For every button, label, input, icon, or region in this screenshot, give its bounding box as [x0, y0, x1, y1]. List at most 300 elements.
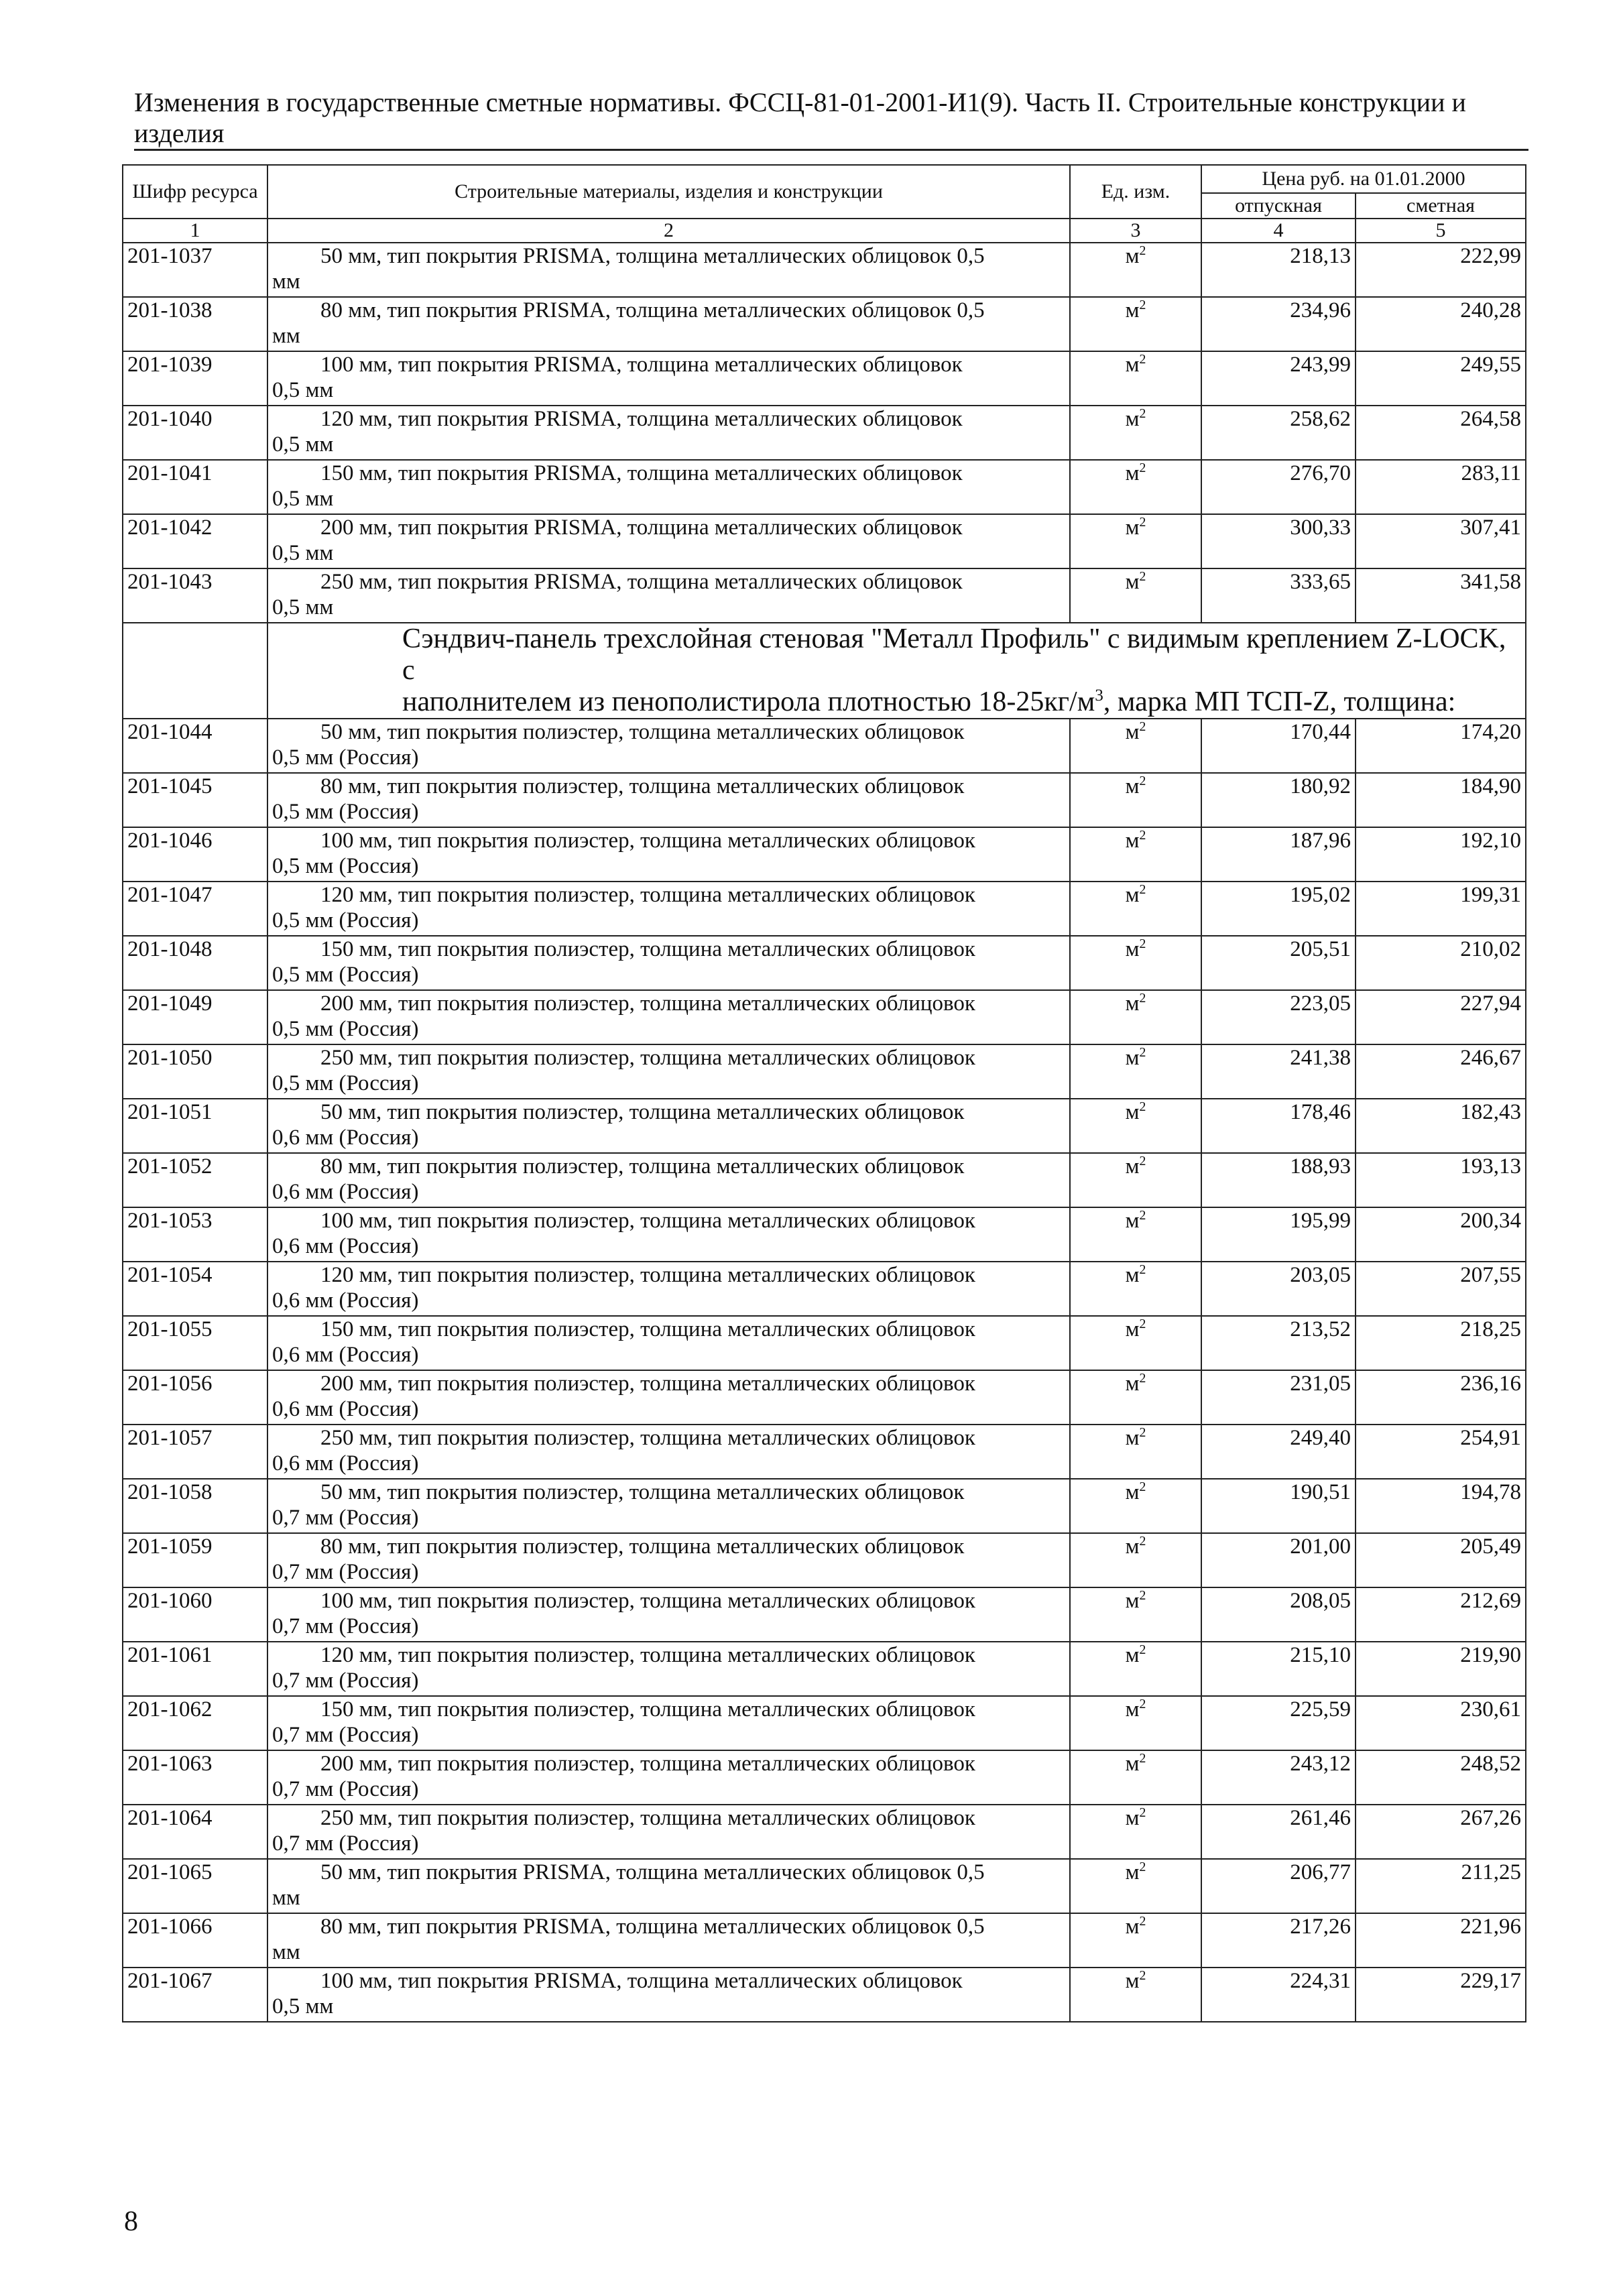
- release-price: 243,12: [1201, 1750, 1356, 1805]
- table-row: [123, 460, 1526, 514]
- material-name-line2: 0,5 мм (Россия): [272, 1071, 419, 1095]
- estimate-price: 248,52: [1356, 1750, 1526, 1805]
- unit-base: м: [1125, 774, 1140, 798]
- material-name-line1: 250 мм, тип покрытия полиэстер, толщина металлических облицовок: [320, 1046, 975, 1070]
- unit-sup: 2: [1139, 1751, 1146, 1766]
- material-name: [267, 773, 1070, 827]
- unit-base: м: [1125, 1643, 1140, 1667]
- unit-sup: 2: [1139, 515, 1146, 530]
- material-name-line1: 150 мм, тип покрытия полиэстер, толщина металлических облицовок: [320, 937, 975, 961]
- material-name-line1: 50 мм, тип покрытия PRISMA, толщина металлических облицовок 0,5: [320, 1860, 985, 1884]
- material-name: [267, 1044, 1070, 1099]
- estimate-price: 205,49: [1356, 1533, 1526, 1587]
- unit-sup: 2: [1139, 1317, 1146, 1331]
- resource-code: 201-1066: [123, 1913, 267, 1968]
- material-name-line1: 100 мм, тип покрытия полиэстер, толщина металлических облицовок: [320, 1209, 975, 1233]
- material-name: [267, 1642, 1070, 1696]
- unit-base: м: [1125, 829, 1140, 853]
- resource-code: 201-1065: [123, 1859, 267, 1913]
- unit-base: м: [1125, 1154, 1140, 1179]
- release-price: 180,92: [1201, 773, 1356, 827]
- resource-code: 201-1048: [123, 936, 267, 990]
- unit-sup: 2: [1139, 828, 1146, 843]
- release-price: 190,51: [1201, 1479, 1356, 1533]
- resource-code: 201-1038: [123, 297, 267, 351]
- release-price: 224,31: [1201, 1968, 1356, 2022]
- unit-base: м: [1125, 1372, 1140, 1396]
- table-row: [123, 514, 1526, 568]
- material-name-line2: 0,5 мм (Россия): [272, 854, 419, 878]
- colnum-4: 4: [1201, 219, 1356, 243]
- unit-sup: 2: [1139, 406, 1146, 421]
- unit: [1070, 773, 1201, 827]
- unit-base: м: [1125, 1969, 1140, 1993]
- unit-base: м: [1125, 570, 1140, 594]
- release-price: 195,02: [1201, 882, 1356, 936]
- unit: [1070, 297, 1201, 351]
- estimate-price: 307,41: [1356, 514, 1526, 568]
- unit: [1070, 1859, 1201, 1913]
- unit-base: м: [1125, 1209, 1140, 1233]
- material-name-line1: 150 мм, тип покрытия полиэстер, толщина металлических облицовок: [320, 1697, 975, 1721]
- unit-sup: 2: [1139, 1534, 1146, 1549]
- table-row: [123, 1099, 1526, 1153]
- release-price: 234,96: [1201, 297, 1356, 351]
- group-heading-row: [123, 623, 1526, 719]
- unit-sup: 2: [1139, 1697, 1146, 1711]
- material-name-line1: 80 мм, тип покрытия PRISMA, толщина металлических облицовок 0,5: [320, 298, 985, 322]
- release-price: 241,38: [1201, 1044, 1356, 1099]
- release-price: 208,05: [1201, 1587, 1356, 1642]
- estimate-price: 254,91: [1356, 1425, 1526, 1479]
- material-name-line1: 120 мм, тип покрытия полиэстер, толщина металлических облицовок: [320, 883, 975, 907]
- unit: [1070, 1533, 1201, 1587]
- material-name-line1: 100 мм, тип покрытия полиэстер, толщина металлических облицовок: [320, 829, 975, 853]
- header-code: Шифр ресурса: [123, 165, 267, 219]
- unit-sup: 2: [1139, 352, 1146, 367]
- unit-base: м: [1125, 1317, 1140, 1341]
- unit-sup: 2: [1139, 1099, 1146, 1114]
- material-name: [267, 1859, 1070, 1913]
- release-price: 218,13: [1201, 243, 1356, 297]
- table-row: [123, 1153, 1526, 1207]
- table-row: [123, 1207, 1526, 1262]
- estimate-price: 283,11: [1356, 460, 1526, 514]
- unit-sup: 2: [1139, 1642, 1146, 1657]
- estimate-price: 212,69: [1356, 1587, 1526, 1642]
- unit: [1070, 1207, 1201, 1262]
- release-price: 231,05: [1201, 1370, 1356, 1425]
- table-row: [123, 1533, 1526, 1587]
- material-name-line1: 100 мм, тип покрытия PRISMA, толщина металлических облицовок: [320, 1969, 963, 1993]
- material-name-line1: 50 мм, тип покрытия PRISMA, толщина металлических облицовок 0,5: [320, 244, 985, 268]
- material-name: [267, 297, 1070, 351]
- material-name-line2: 0,5 мм: [272, 541, 334, 565]
- table-row: [123, 1696, 1526, 1750]
- unit-base: м: [1125, 353, 1140, 377]
- material-name: [267, 568, 1070, 623]
- unit-sup: 2: [1139, 1045, 1146, 1060]
- unit: [1070, 243, 1201, 297]
- material-name-line2: 0,7 мм (Россия): [272, 1560, 419, 1584]
- resource-code: 201-1037: [123, 243, 267, 297]
- unit: [1070, 719, 1201, 773]
- release-price: 333,65: [1201, 568, 1356, 623]
- material-name-line2: 0,6 мм (Россия): [272, 1126, 419, 1150]
- material-name-line2: 0,5 мм (Россия): [272, 745, 419, 770]
- material-name-line1: 100 мм, тип покрытия полиэстер, толщина металлических облицовок: [320, 1589, 975, 1613]
- material-name: [267, 1805, 1070, 1859]
- material-name: [267, 1750, 1070, 1805]
- material-name: [267, 1207, 1070, 1262]
- material-name-line2: 0,6 мм (Россия): [272, 1343, 419, 1367]
- release-price: 203,05: [1201, 1262, 1356, 1316]
- unit-sup: 2: [1139, 1914, 1146, 1929]
- release-price: 187,96: [1201, 827, 1356, 882]
- resource-code: 201-1056: [123, 1370, 267, 1425]
- table-row: [123, 1859, 1526, 1913]
- unit-base: м: [1125, 720, 1140, 744]
- unit: [1070, 514, 1201, 568]
- unit-sup: 2: [1139, 1262, 1146, 1277]
- header-rule: [134, 149, 1528, 151]
- release-price: 261,46: [1201, 1805, 1356, 1859]
- material-name-line2: 0,5 мм (Россия): [272, 963, 419, 987]
- release-price: 205,51: [1201, 936, 1356, 990]
- material-name: [267, 1099, 1070, 1153]
- unit-base: м: [1125, 1860, 1140, 1884]
- estimate-price: 211,25: [1356, 1859, 1526, 1913]
- resource-code: 201-1044: [123, 719, 267, 773]
- table-row: [123, 568, 1526, 623]
- estimate-price: 218,25: [1356, 1316, 1526, 1370]
- material-name-line2: 0,7 мм (Россия): [272, 1669, 419, 1693]
- unit-base: м: [1125, 244, 1140, 268]
- resource-code: 201-1062: [123, 1696, 267, 1750]
- unit-base: м: [1125, 1534, 1140, 1559]
- unit: [1070, 1750, 1201, 1805]
- group-heading-line2b: , марка МП ТСП-Z, толщина:: [1103, 686, 1456, 717]
- unit: [1070, 1913, 1201, 1968]
- resource-code: 201-1064: [123, 1805, 267, 1859]
- resource-code: 201-1055: [123, 1316, 267, 1370]
- table-row: [123, 1750, 1526, 1805]
- unit-sup: 2: [1139, 1968, 1146, 1983]
- resource-code: 201-1063: [123, 1750, 267, 1805]
- material-name-line1: 200 мм, тип покрытия полиэстер, толщина металлических облицовок: [320, 991, 975, 1016]
- estimate-price: 200,34: [1356, 1207, 1526, 1262]
- unit-base: м: [1125, 461, 1140, 485]
- material-name: [267, 1370, 1070, 1425]
- unit: [1070, 882, 1201, 936]
- table-row: [123, 936, 1526, 990]
- unit-sup: 2: [1139, 936, 1146, 951]
- colnum-1: 1: [123, 219, 267, 243]
- header-name: Строительные материалы, изделия и конструкции: [267, 165, 1070, 219]
- material-name-line2: мм: [272, 1940, 300, 1964]
- table-row: [123, 1425, 1526, 1479]
- unit: [1070, 1262, 1201, 1316]
- estimate-price: 236,16: [1356, 1370, 1526, 1425]
- release-price: 258,62: [1201, 406, 1356, 460]
- header-estimate-price: сметная: [1356, 193, 1526, 219]
- release-price: 276,70: [1201, 460, 1356, 514]
- estimate-price: 341,58: [1356, 568, 1526, 623]
- release-price: 178,46: [1201, 1099, 1356, 1153]
- unit: [1070, 990, 1201, 1044]
- estimate-price: 249,55: [1356, 351, 1526, 406]
- material-name: [267, 460, 1070, 514]
- material-name: [267, 1262, 1070, 1316]
- resource-code: 201-1050: [123, 1044, 267, 1099]
- material-name: [267, 406, 1070, 460]
- unit: [1070, 460, 1201, 514]
- material-name: [267, 514, 1070, 568]
- material-name-line1: 150 мм, тип покрытия полиэстер, толщина металлических облицовок: [320, 1317, 975, 1341]
- unit-sup: 2: [1139, 1208, 1146, 1223]
- unit: [1070, 351, 1201, 406]
- material-name-line1: 80 мм, тип покрытия полиэстер, толщина металлических облицовок: [320, 1534, 965, 1559]
- unit: [1070, 1425, 1201, 1479]
- material-name-line1: 250 мм, тип покрытия PRISMA, толщина металлических облицовок: [320, 570, 963, 594]
- material-name: [267, 1696, 1070, 1750]
- material-name-line2: 0,5 мм (Россия): [272, 800, 419, 824]
- estimate-price: 222,99: [1356, 243, 1526, 297]
- unit-sup: 2: [1139, 569, 1146, 584]
- material-name-line2: мм: [272, 269, 300, 294]
- material-name-line2: 0,7 мм (Россия): [272, 1777, 419, 1801]
- page-header-title: Изменения в государственные сметные нормативы. ФССЦ-81-01-2001-И1(9). Часть II. Строительные конструкции и изделия: [134, 87, 1466, 148]
- material-name-line2: 0,7 мм (Россия): [272, 1831, 419, 1856]
- material-name-line1: 120 мм, тип покрытия полиэстер, толщина металлических облицовок: [320, 1643, 975, 1667]
- unit-sup: 2: [1139, 1860, 1146, 1874]
- resource-code: 201-1040: [123, 406, 267, 460]
- estimate-price: 227,94: [1356, 990, 1526, 1044]
- resource-code: 201-1058: [123, 1479, 267, 1533]
- unit-sup: 2: [1139, 991, 1146, 1006]
- material-name-line2: мм: [272, 324, 300, 348]
- unit-sup: 2: [1139, 461, 1146, 475]
- release-price: 170,44: [1201, 719, 1356, 773]
- unit-base: м: [1125, 937, 1140, 961]
- material-name-line2: мм: [272, 1886, 300, 1910]
- table-row: [123, 1587, 1526, 1642]
- resource-code: 201-1045: [123, 773, 267, 827]
- table-row: [123, 243, 1526, 297]
- unit-sup: 2: [1139, 882, 1146, 897]
- release-price: 243,99: [1201, 351, 1356, 406]
- table-row: [123, 351, 1526, 406]
- estimate-price: 264,58: [1356, 406, 1526, 460]
- table-row: [123, 719, 1526, 773]
- material-name-line2: 0,7 мм (Россия): [272, 1723, 419, 1747]
- unit: [1070, 568, 1201, 623]
- material-name-line2: 0,5 мм (Россия): [272, 908, 419, 932]
- estimate-price: 230,61: [1356, 1696, 1526, 1750]
- table-row: [123, 1642, 1526, 1696]
- estimate-price: 174,20: [1356, 719, 1526, 773]
- resource-code: 201-1042: [123, 514, 267, 568]
- unit-base: м: [1125, 1426, 1140, 1450]
- resource-code: 201-1052: [123, 1153, 267, 1207]
- material-name-line1: 120 мм, тип покрытия полиэстер, толщина металлических облицовок: [320, 1263, 975, 1287]
- unit-sup: 2: [1139, 719, 1146, 734]
- material-name: [267, 719, 1070, 773]
- unit: [1070, 1099, 1201, 1153]
- unit: [1070, 1370, 1201, 1425]
- unit-base: м: [1125, 516, 1140, 540]
- table-row: [123, 1913, 1526, 1968]
- material-name-line1: 80 мм, тип покрытия полиэстер, толщина металлических облицовок: [320, 774, 965, 798]
- estimate-price: 210,02: [1356, 936, 1526, 990]
- group-heading: [267, 623, 1526, 719]
- material-name-line1: 50 мм, тип покрытия полиэстер, толщина металлических облицовок: [320, 1100, 965, 1124]
- unit-sup: 2: [1139, 1588, 1146, 1603]
- resource-code: 201-1043: [123, 568, 267, 623]
- header-release-price: отпускная: [1201, 193, 1356, 219]
- unit-base: м: [1125, 1046, 1140, 1070]
- unit-base: м: [1125, 991, 1140, 1016]
- estimate-price: 246,67: [1356, 1044, 1526, 1099]
- unit-base: м: [1125, 1697, 1140, 1721]
- unit: [1070, 1696, 1201, 1750]
- table-row: [123, 827, 1526, 882]
- table-row: [123, 1805, 1526, 1859]
- unit: [1070, 936, 1201, 990]
- resource-code: 201-1047: [123, 882, 267, 936]
- table-row: [123, 882, 1526, 936]
- unit-base: м: [1125, 298, 1140, 322]
- material-name-line1: 200 мм, тип покрытия полиэстер, толщина металлических облицовок: [320, 1752, 975, 1776]
- estimate-price: 193,13: [1356, 1153, 1526, 1207]
- material-name-line2: 0,5 мм: [272, 487, 334, 511]
- resource-code: 201-1049: [123, 990, 267, 1044]
- unit-base: м: [1125, 1263, 1140, 1287]
- unit-sup: 2: [1139, 1805, 1146, 1820]
- material-name-line2: 0,6 мм (Россия): [272, 1397, 419, 1421]
- group-heading-sup: 3: [1095, 686, 1103, 705]
- page-number: 8: [124, 2206, 138, 2237]
- material-name: [267, 1968, 1070, 2022]
- table-row: [123, 297, 1526, 351]
- release-price: 223,05: [1201, 990, 1356, 1044]
- release-price: 215,10: [1201, 1642, 1356, 1696]
- table-row: [123, 1262, 1526, 1316]
- material-name: [267, 1479, 1070, 1533]
- material-name-line2: 0,5 мм: [272, 595, 334, 619]
- material-name: [267, 1153, 1070, 1207]
- unit: [1070, 1968, 1201, 2022]
- table-row: [123, 1968, 1526, 2022]
- material-name: [267, 1587, 1070, 1642]
- unit-base: м: [1125, 1752, 1140, 1776]
- estimate-price: 192,10: [1356, 827, 1526, 882]
- resource-code: 201-1051: [123, 1099, 267, 1153]
- release-price: 188,93: [1201, 1153, 1356, 1207]
- unit-base: м: [1125, 407, 1140, 431]
- estimate-price: 229,17: [1356, 1968, 1526, 2022]
- material-name-line1: 250 мм, тип покрытия полиэстер, толщина металлических облицовок: [320, 1426, 975, 1450]
- material-name-line1: 50 мм, тип покрытия полиэстер, толщина металлических облицовок: [320, 1480, 965, 1504]
- table-row: [123, 1044, 1526, 1099]
- header-unit: Ед. изм.: [1070, 165, 1201, 219]
- unit: [1070, 1587, 1201, 1642]
- release-price: 249,40: [1201, 1425, 1356, 1479]
- material-name-line2: 0,5 мм: [272, 1994, 334, 2018]
- material-name: [267, 1316, 1070, 1370]
- unit-base: м: [1125, 1480, 1140, 1504]
- unit-base: м: [1125, 1915, 1140, 1939]
- resource-code: 201-1067: [123, 1968, 267, 2022]
- estimate-price: 184,90: [1356, 773, 1526, 827]
- material-name: [267, 827, 1070, 882]
- resource-code: 201-1060: [123, 1587, 267, 1642]
- resource-code: 201-1046: [123, 827, 267, 882]
- estimate-price: 240,28: [1356, 297, 1526, 351]
- material-name-line1: 150 мм, тип покрытия PRISMA, толщина металлических облицовок: [320, 461, 963, 485]
- material-name-line2: 0,7 мм (Россия): [272, 1614, 419, 1638]
- estimate-price: 182,43: [1356, 1099, 1526, 1153]
- price-table: [122, 164, 1526, 2022]
- resource-code: 201-1059: [123, 1533, 267, 1587]
- resource-code: 201-1039: [123, 351, 267, 406]
- unit-sup: 2: [1139, 774, 1146, 788]
- material-name-line2: 0,6 мм (Россия): [272, 1234, 419, 1258]
- resource-code: 201-1054: [123, 1262, 267, 1316]
- unit-sup: 2: [1139, 298, 1146, 312]
- material-name-line2: 0,7 мм (Россия): [272, 1506, 419, 1530]
- material-name-line1: 100 мм, тип покрытия PRISMA, толщина металлических облицовок: [320, 353, 963, 377]
- unit: [1070, 1479, 1201, 1533]
- header-price: Цена руб. на 01.01.2000: [1201, 165, 1526, 193]
- estimate-price: 221,96: [1356, 1913, 1526, 1968]
- unit-sup: 2: [1139, 1479, 1146, 1494]
- unit-sup: 2: [1139, 1154, 1146, 1168]
- unit-sup: 2: [1139, 243, 1146, 258]
- group-heading-line2a: наполнителем из пенополистирола плотностью 18-25кг/м: [402, 686, 1095, 717]
- material-name-line1: 250 мм, тип покрытия полиэстер, толщина металлических облицовок: [320, 1806, 975, 1830]
- unit: [1070, 1805, 1201, 1859]
- colnum-3: 3: [1070, 219, 1201, 243]
- table-row: [123, 406, 1526, 460]
- resource-code: 201-1041: [123, 460, 267, 514]
- unit-base: м: [1125, 1100, 1140, 1124]
- resource-code: 201-1053: [123, 1207, 267, 1262]
- estimate-price: 267,26: [1356, 1805, 1526, 1859]
- table-row: [123, 773, 1526, 827]
- material-name: [267, 351, 1070, 406]
- unit: [1070, 1316, 1201, 1370]
- material-name-line1: 50 мм, тип покрытия полиэстер, толщина металлических облицовок: [320, 720, 965, 744]
- table-row: [123, 1479, 1526, 1533]
- material-name-line2: 0,5 мм: [272, 432, 334, 457]
- material-name-line1: 200 мм, тип покрытия полиэстер, толщина металлических облицовок: [320, 1372, 975, 1396]
- release-price: 213,52: [1201, 1316, 1356, 1370]
- unit-sup: 2: [1139, 1425, 1146, 1440]
- unit: [1070, 1044, 1201, 1099]
- material-name-line1: 80 мм, тип покрытия полиэстер, толщина металлических облицовок: [320, 1154, 965, 1179]
- material-name: [267, 1533, 1070, 1587]
- colnum-2: 2: [267, 219, 1070, 243]
- release-price: 195,99: [1201, 1207, 1356, 1262]
- material-name: [267, 882, 1070, 936]
- resource-code: 201-1057: [123, 1425, 267, 1479]
- table-row: [123, 1370, 1526, 1425]
- release-price: 201,00: [1201, 1533, 1356, 1587]
- unit-sup: 2: [1139, 1371, 1146, 1386]
- release-price: 300,33: [1201, 514, 1356, 568]
- estimate-price: 207,55: [1356, 1262, 1526, 1316]
